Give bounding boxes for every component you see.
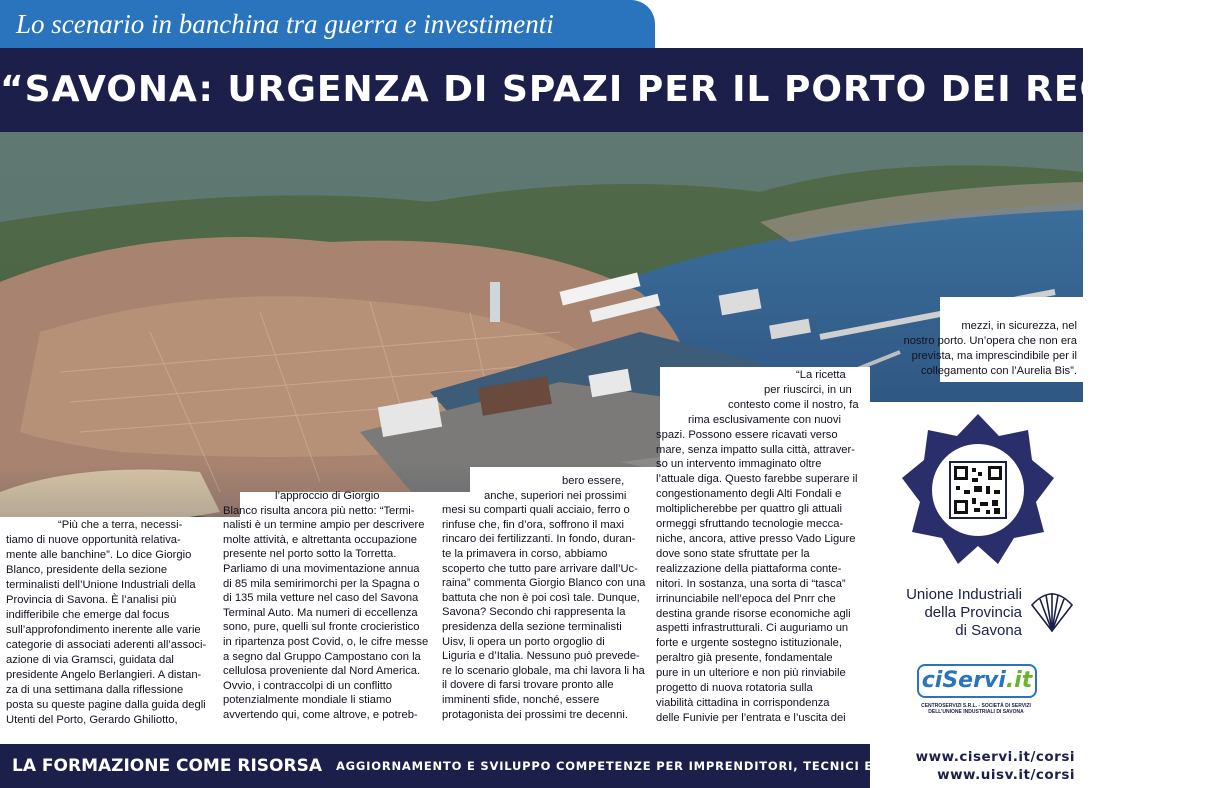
ciservi-subtitle-line: DELL’UNIONE INDUSTRIALI DI SAVONA (928, 709, 1024, 715)
col4-line: aspetti infrastrutturali. Ci auguriamo un (656, 622, 849, 635)
col4-line: l’attuale diga. Questo farebbe superare il (656, 473, 858, 486)
ciservi-brand: ciServi (921, 668, 1006, 693)
col2-line: Ovvio, i contraccolpi di un conflitto (223, 679, 393, 692)
col1-line: presidente Angelo Berlangieri. A distan- (6, 669, 202, 681)
col4-line: ormeggi sfruttando tecnologie mecca- (656, 518, 844, 531)
col4-line: delle Funivie per l’entrata e l’uscita dei (656, 711, 846, 724)
ciservi-brand-tld: .it (1005, 668, 1033, 693)
col4-line: nitori. In sostanza, una sorta di “tasca” (656, 577, 846, 590)
col2-line: avvertendo qui, come altrove, e potreb- (223, 708, 418, 721)
ciservi-logo[interactable] (917, 664, 1037, 698)
association-name-line: Unione Industriali (906, 586, 1022, 603)
col4-line: so un intervento immaginato oltre (656, 458, 822, 471)
ciservi-courses-link[interactable]: www.ciservi.it/corsi (915, 749, 1075, 765)
col3-line: rincaro dei fertilizzanti. In fondo, duran- (442, 533, 636, 546)
col1-line: tiamo di nuove opportunità relativa- (6, 534, 181, 546)
col3-line: anche, superiori nei prossimi (484, 489, 627, 502)
col2-line: molte attività, e altrettanta occupazione (223, 533, 418, 546)
col4-line: niche, ancora, attive presso Vado Ligure (656, 532, 856, 545)
col4-line: realizzazione della piattaforma conte- (656, 562, 842, 575)
col4-line: dove sono state sfruttate per la (656, 547, 810, 560)
col1-line: za di una settimana dalla riflessione (6, 684, 184, 696)
col2-line: di 135 mila vetture nel caso del Savona (223, 592, 419, 605)
col3-line: il dovere di farsi trovare pronto alle (442, 679, 614, 692)
col4-line: congestionamento degli Alti Fondali e (656, 488, 842, 501)
association-name-line: di Savona (955, 622, 1022, 639)
col2-line: presente nel porto sotto la Torretta. (223, 548, 397, 561)
col3-line: imminenti sfide, nonché, essere (442, 693, 600, 706)
col1-line: Utenti del Porto, Gerardo Ghiliotto, (6, 714, 178, 726)
footer-subtitle: AGGIORNAMENTO E SVILUPPO COMPETENZE PER IMPRENDITORI, TECNICI E PROFESSIONISTI (335, 759, 997, 773)
col4-line: contesto come il nostro, fa (728, 398, 859, 411)
col2-line: a segno dal Gruppo Campostano con la (223, 650, 421, 663)
ciservi-subtitle-line: CENTROSERVIZI S.R.L. - SOCIETÀ DI SERVIZI (921, 703, 1031, 709)
col5-line: nostro porto. Un’opera che non era (903, 334, 1077, 347)
association-name (882, 586, 1022, 640)
col4-line: moltiplicherebbe per quattro gli attuali (656, 503, 842, 516)
col2-line: Terminal Auto. Ma numeri di eccellenza (223, 606, 418, 619)
article-column-4 (656, 368, 861, 726)
col2-line: potenzialmente mondiale li stiamo (223, 694, 392, 707)
col1-line: Blanco, presidente della sezione (6, 564, 168, 576)
col1-line: terminalisti dell’Unione Industriali della (6, 579, 196, 591)
col3-line: mesi su comparti quali acciaio, ferro o (442, 504, 630, 517)
col1-line: categorie di associati aderenti all’associ- (6, 639, 207, 651)
col1-line: Provincia di Savona. È l’analisi più (6, 594, 177, 606)
col4-line: pure in un ulteriore e non più rinviabile (656, 667, 846, 680)
col1-line: “Più che a terra, necessi- (58, 519, 183, 531)
uisv-courses-link[interactable]: www.uisv.it/corsi (937, 767, 1075, 783)
col1-line: posta su queste pagine dalla guida degli (6, 699, 206, 711)
col2-line: sono, pure, quelli sul fronte crocieristico (223, 621, 420, 634)
qr-emblem-icon[interactable] (898, 410, 1058, 570)
col4-line: irrinunciabile nell’epoca del Pnrr che (656, 592, 836, 605)
association-name-line: della Provincia (924, 604, 1022, 621)
col4-line: progetto di nuova rotatoria sulla (656, 682, 813, 695)
col2-line: l’approccio di Giorgio (275, 490, 380, 502)
col5-line: prevista, ma imprescindibile per il (911, 349, 1077, 362)
col4-line: peraltro già presente, fondamentale (656, 652, 833, 665)
kicker-banner: Lo scenario in banchina tra guerra e investimenti (0, 0, 655, 48)
col2-line: di 85 mila semirimorchi per la Spagna o (223, 577, 420, 590)
col4-line: viabilità cittadina in corrispondenza (656, 696, 830, 709)
col3-line: Uisv, li opera un porto orgoglio di (442, 635, 605, 648)
col4-line: mare, senza impatto sulla città, attraver- (656, 443, 855, 456)
col3-line: presidenza della sezione terminalisti (442, 620, 622, 633)
col4-line: per riuscirci, in un (764, 383, 852, 396)
col3-line: scoperto che tutto pare arrivare dall’Uc- (442, 562, 638, 575)
col3-line: bero essere, (562, 475, 625, 487)
col3-line: rinfuse che, fin d’ora, soffrono il maxi (442, 518, 624, 531)
col4-line: destina grande risorse economiche agli (656, 607, 851, 620)
col2-line: cellulosa proveniente dal Nord America. (223, 665, 421, 678)
col2-line: Blanco risulta ancora più netto: “Termi- (223, 504, 415, 517)
article-column-3 (442, 474, 652, 722)
col2-line: in ripartenza post Covid, o, le cifre messe (223, 635, 429, 648)
col3-line: re lo scenario globale, ma chi lavora li ha (442, 664, 645, 677)
shell-logo-icon (1026, 583, 1078, 635)
article-column-2 (223, 489, 445, 723)
headline: “SAVONA: URGENZA DI SPAZI PER IL PORTO DEI RECORD” (0, 48, 1083, 132)
article-column-5 (866, 319, 1077, 379)
col3-line: protagonista dei prossimi tre decenni. (442, 708, 628, 721)
col3-line: raina” commenta Giorgio Blanco con una (442, 577, 646, 590)
col2-line: Parliamo di una movimentazione annua (223, 562, 420, 575)
col1-line: azione di via Gramsci, guidata dal (6, 654, 174, 666)
col4-line: “La ricetta (796, 369, 846, 381)
course-links (880, 744, 1075, 788)
col4-line: spazi. Possono essere ricavati verso (656, 428, 838, 441)
col5-line: mezzi, in sicurezza, nel (961, 320, 1077, 332)
col4-line: rima esclusivamente con nuovi (688, 413, 841, 426)
col2-line: nalisti è un termine ampio per descrivere (223, 519, 425, 532)
col3-line: Savona? Secondo chi rappresenta la (442, 606, 626, 619)
col1-line: sull’approfondimento inerente alle varie (6, 624, 201, 636)
col3-line: battuta che non è poi così tale. Dunque, (442, 591, 640, 604)
footer-title: LA FORMAZIONE COME RISORSA (12, 756, 322, 776)
col1-line: indifferibile che emerge dal focus (6, 609, 170, 621)
col1-line: mente alle banchine”. Lo dice Giorgio (6, 549, 192, 561)
col3-line: Liguria e d’Italia. Nessuno può prevede- (442, 650, 640, 663)
article-column-1 (6, 518, 232, 728)
col3-line: te la primavera in corso, abbiamo (442, 547, 608, 560)
col4-line: forte e urgente sostegno istituzionale, (656, 637, 842, 650)
col5-line: collegamento con l’Aurelia Bis”. (920, 364, 1077, 377)
ciservi-subtitle (906, 703, 1046, 715)
